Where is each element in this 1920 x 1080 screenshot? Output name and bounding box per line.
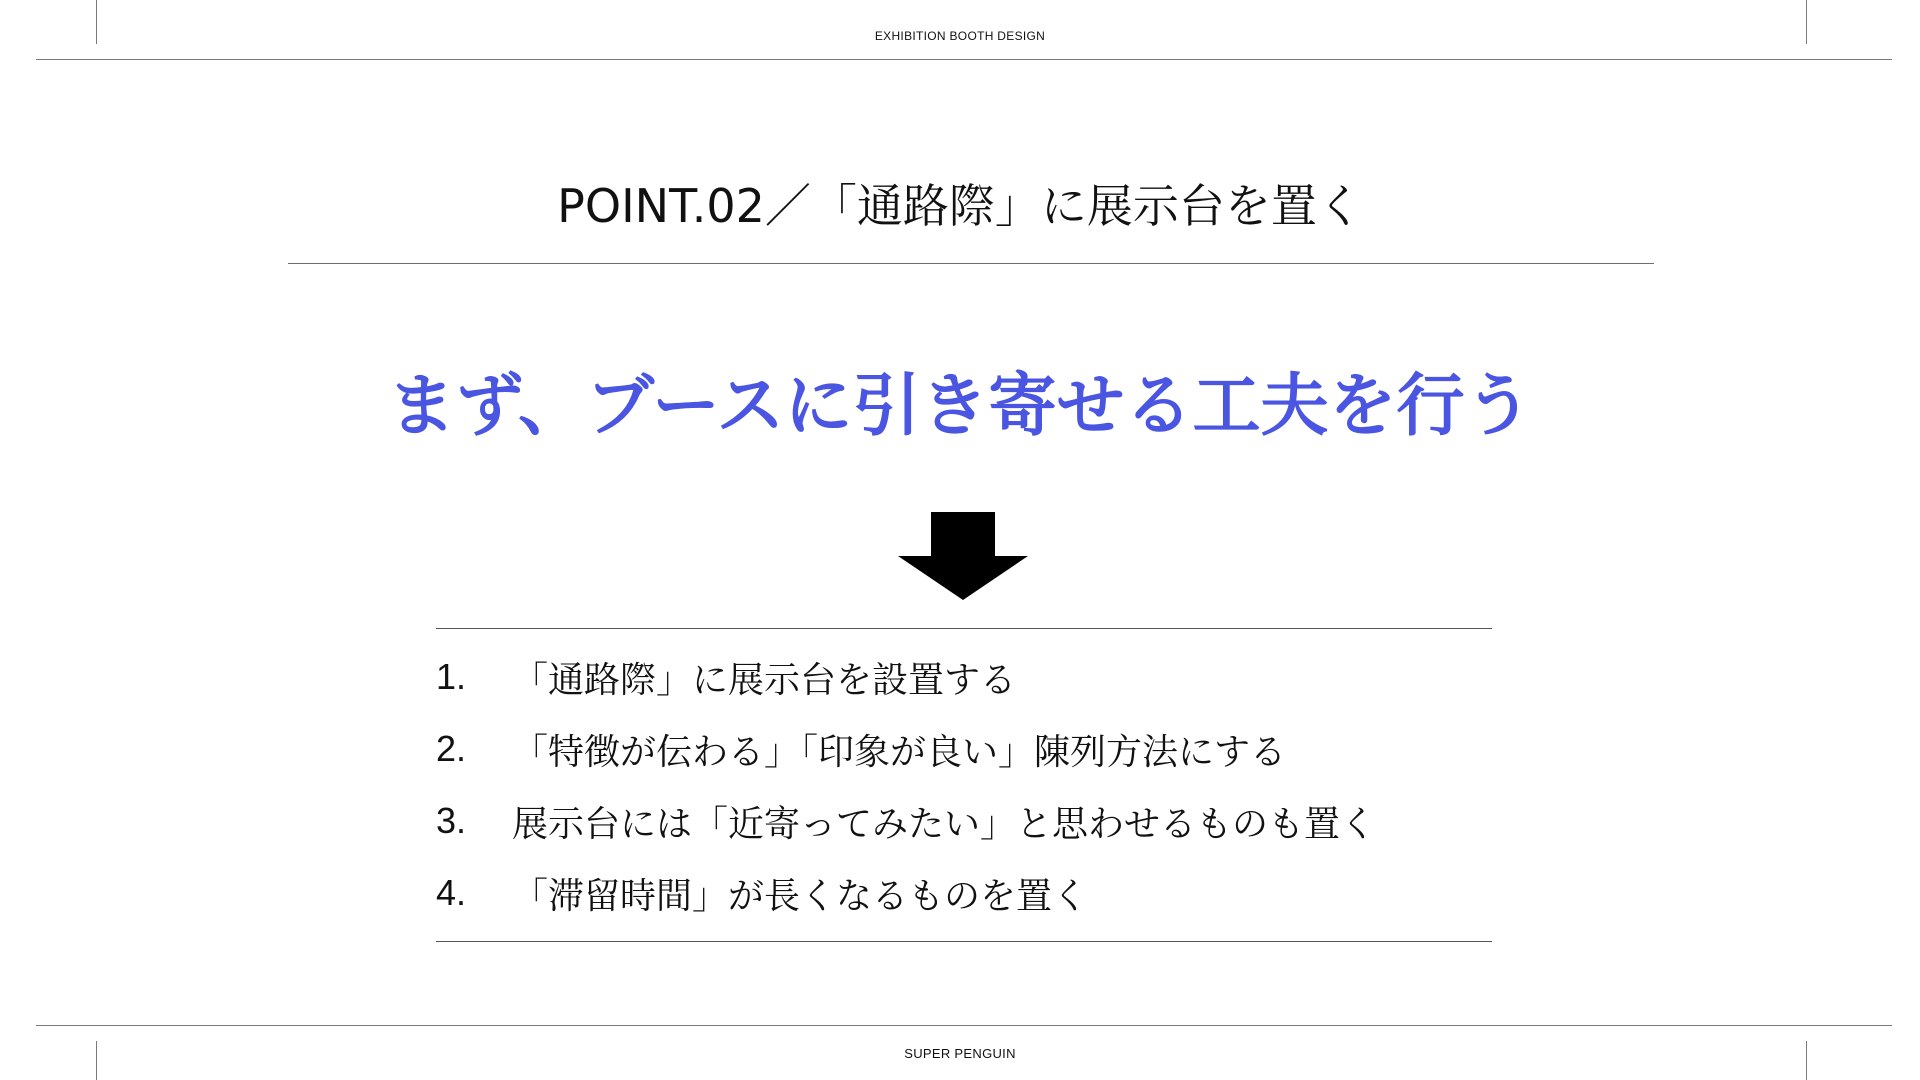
footer-rule xyxy=(36,1025,1892,1026)
slide-title: POINT.02／「通路際」に展示台を置く xyxy=(557,179,1363,233)
list-item-text: 展示台には「近寄ってみたい」と思わせるものも置く xyxy=(512,803,1377,845)
list-item-number: 2. xyxy=(436,728,467,769)
down-arrow-icon xyxy=(898,512,1028,600)
point-list xyxy=(436,641,1492,929)
title-rule xyxy=(288,263,1654,264)
list-item-text: 「滞留時間」が長くなるものを置く xyxy=(512,875,1089,917)
list-item-number: 1. xyxy=(436,656,467,697)
list-item xyxy=(436,785,1492,857)
footer-label: SUPER PENGUIN xyxy=(904,1046,1016,1061)
list-item-text: 「特徴が伝わる」「印象が良い」陳列方法にする xyxy=(512,731,1287,773)
list-item-number: 4. xyxy=(436,872,467,913)
header-label: EXHIBITION BOOTH DESIGN xyxy=(874,29,1046,43)
list-bottom-rule xyxy=(436,941,1492,942)
header-rule xyxy=(36,59,1892,60)
list-item xyxy=(436,857,1492,929)
list-item-number: 3. xyxy=(436,800,467,841)
list-item-text: 「通路際」に展示台を設置する xyxy=(512,659,1017,701)
list-item xyxy=(436,641,1492,713)
list-top-rule xyxy=(436,628,1492,629)
list-item xyxy=(436,713,1492,785)
headline: まず、ブースに引き寄せる工夫を行う xyxy=(387,367,1533,446)
